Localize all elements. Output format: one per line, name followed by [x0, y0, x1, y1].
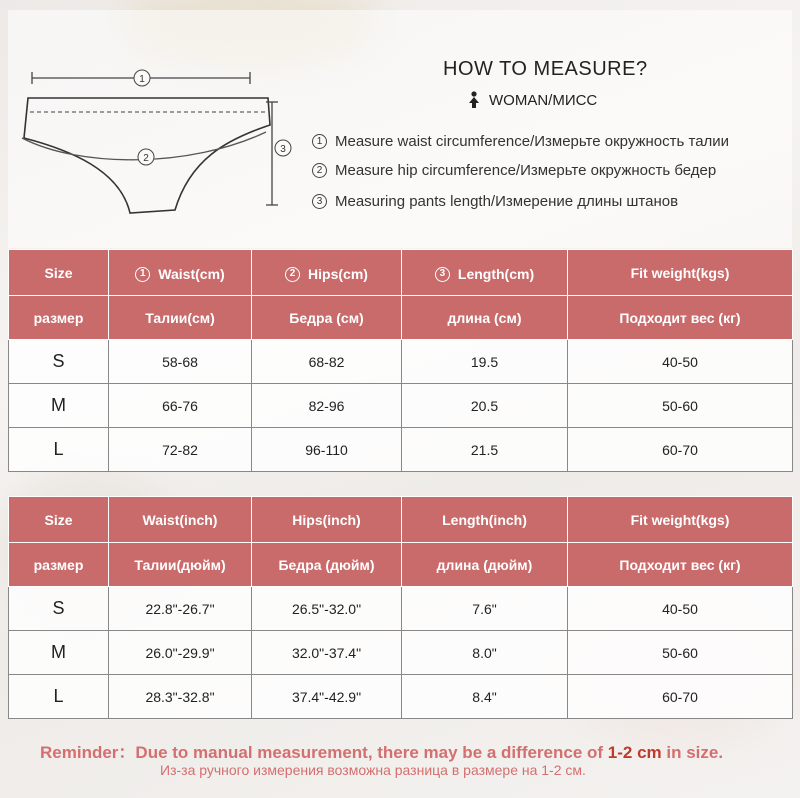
table-cell: 37.4"-42.9": [252, 675, 402, 719]
table-cell: 20.5: [402, 384, 568, 428]
header-cell: длина (см): [402, 296, 568, 340]
reminder-tail: in size.: [661, 743, 724, 762]
header-cell: [252, 250, 402, 296]
step-text: Measuring pants length/Измерение длины штанов: [335, 193, 679, 210]
reminder-body: Due to manual measurement, there may be a difference of: [135, 743, 608, 762]
size-cell: S: [9, 340, 109, 384]
reminder-highlight: 1-2 cm: [607, 743, 662, 762]
table-cell: 8.0": [402, 631, 568, 675]
step-number: 2: [285, 267, 300, 282]
table-cell: 60-70: [568, 428, 793, 472]
page-title: HOW TO MEASURE?: [443, 58, 648, 80]
header-cell: Hips(inch): [252, 497, 402, 543]
table-header-row: [9, 543, 793, 587]
table-row: [9, 428, 793, 472]
step-number: 2: [312, 163, 327, 178]
table-cell: 26.0"-29.9": [109, 631, 252, 675]
table-cell: 32.0"-37.4": [252, 631, 402, 675]
table-row: [9, 587, 793, 631]
header-cell: Талии(см): [109, 296, 252, 340]
header-cell: Fit weight(kgs): [568, 497, 793, 543]
header-cell: Size: [9, 497, 109, 543]
reminder-label: Reminder：: [40, 743, 136, 762]
table-cell: 96-110: [252, 428, 402, 472]
size-table-inch: [8, 496, 793, 719]
table-row: [9, 675, 793, 719]
size-cell: L: [9, 428, 109, 472]
size-cell: S: [9, 587, 109, 631]
table-cell: 58-68: [109, 340, 252, 384]
table-cell: 60-70: [568, 675, 793, 719]
header-label: Waist(cm): [158, 266, 225, 282]
header-label: Length(cm): [457, 266, 535, 282]
header-cell: Бедра (дюйм): [252, 543, 402, 587]
panties-diagram: [10, 50, 310, 230]
table-header-row: [9, 250, 793, 296]
header-cell: Fit weight(kgs): [568, 250, 793, 296]
size-cell: M: [9, 631, 109, 675]
size-cell: M: [9, 384, 109, 428]
header-label: Hips(cm): [308, 266, 368, 282]
step-item: [312, 162, 716, 179]
gender-label: [467, 91, 597, 109]
header-cell: Size: [9, 250, 109, 296]
header-cell: [109, 250, 252, 296]
table-cell: 50-60: [568, 384, 793, 428]
table-cell: 28.3"-32.8": [109, 675, 252, 719]
table-cell: 66-76: [109, 384, 252, 428]
reminder-text: [40, 738, 723, 763]
table-header-row: [9, 497, 793, 543]
table-row: [9, 340, 793, 384]
table-cell: 7.6": [402, 587, 568, 631]
step-number: 3: [312, 194, 327, 209]
table-cell: 50-60: [568, 631, 793, 675]
header-cell: Подходит вес (кг): [568, 543, 793, 587]
header-cell: Подходит вес (кг): [568, 296, 793, 340]
step-item: [312, 133, 729, 150]
table-row: [9, 631, 793, 675]
table-cell: 26.5"-32.0": [252, 587, 402, 631]
size-table-cm: [8, 249, 793, 472]
step-number: 1: [312, 134, 327, 149]
reminder-russian: Из-за ручного измерения возможна разница в размере на 1-2 см.: [160, 762, 586, 778]
header-cell: Талии(дюйм): [109, 543, 252, 587]
header-cell: размер: [9, 543, 109, 587]
table-cell: 82-96: [252, 384, 402, 428]
table-cell: 40-50: [568, 340, 793, 384]
diagram-label-length: 3: [280, 144, 286, 155]
size-cell: L: [9, 675, 109, 719]
step-text: Measure hip circumference/Измерьте окружность бедер: [335, 162, 717, 179]
header-cell: длина (дюйм): [402, 543, 568, 587]
table-cell: 68-82: [252, 340, 402, 384]
table-cell: 22.8"-26.7": [109, 587, 252, 631]
table-cell: 21.5: [402, 428, 568, 472]
table-cell: 40-50: [568, 587, 793, 631]
gender-text: WOMAN/МИСС: [489, 91, 598, 109]
header-cell: размер: [9, 296, 109, 340]
woman-icon: [467, 91, 481, 109]
header-cell: Waist(inch): [109, 497, 252, 543]
step-number: 3: [435, 267, 450, 282]
table-cell: 72-82: [109, 428, 252, 472]
header-cell: Length(inch): [402, 497, 568, 543]
table-header-row: [9, 296, 793, 340]
header-cell: Бедра (см): [252, 296, 402, 340]
table-cell: 19.5: [402, 340, 568, 384]
diagram-label-waist: 1: [139, 74, 145, 85]
table-row: [9, 384, 793, 428]
diagram-label-hip: 2: [143, 153, 149, 164]
header-cell: [402, 250, 568, 296]
step-text: Measure waist circumference/Измерьте окружность талии: [335, 133, 730, 150]
step-number: 1: [135, 267, 150, 282]
step-item: [312, 193, 678, 210]
table-cell: 8.4": [402, 675, 568, 719]
